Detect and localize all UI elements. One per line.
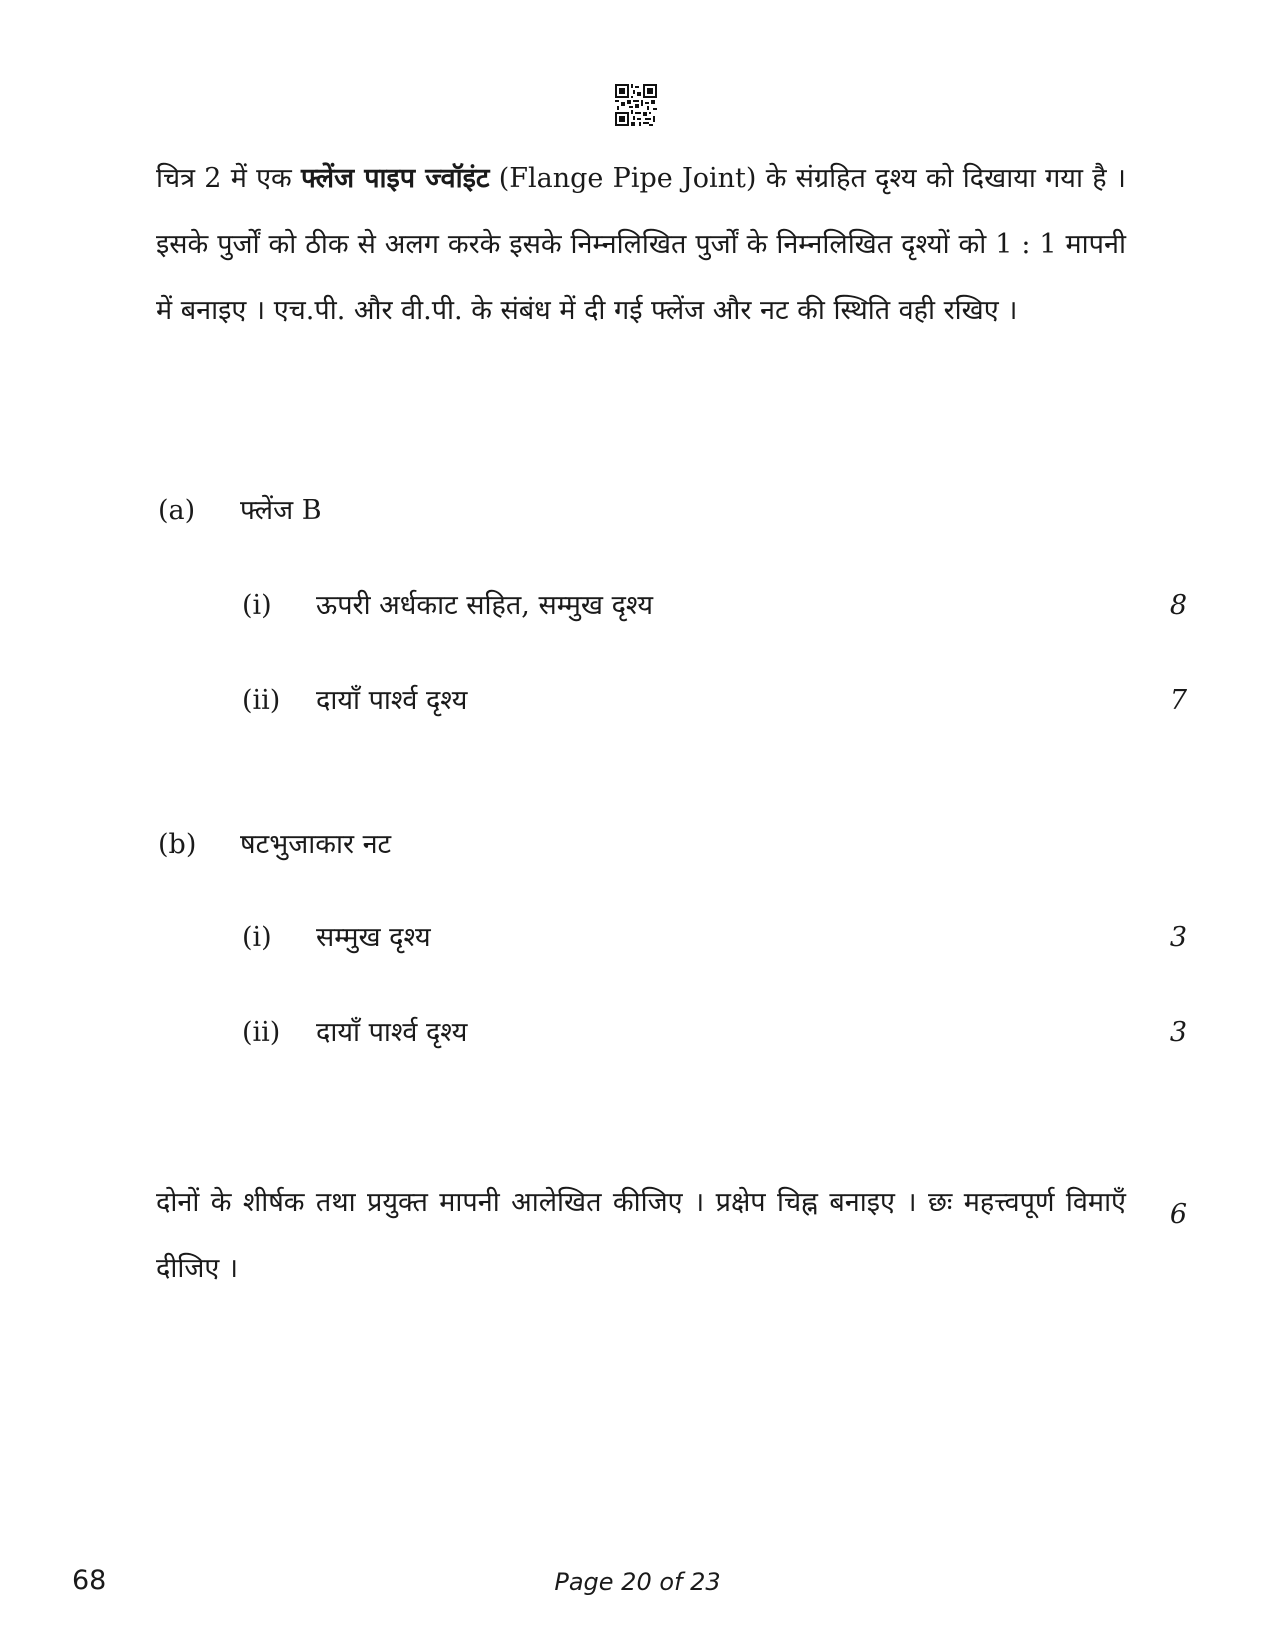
part-a-title: फ्लेंज B <box>240 495 322 526</box>
part-a-i-label: (i) <box>242 590 272 621</box>
closing-marks: 6 <box>1169 1199 1187 1230</box>
part-b-label: (b) <box>158 829 197 860</box>
intro-text-rest: (Flange Pipe Joint) के संग्रहित दृश्य को दिखाया गया है । इसके पुर्जों को ठीक से अलग करके इसके निम्नलिखित पुर्जों के निम्नलिखित दृश्यों को 1 : 1 मापनी में बनाइए । एच.पी. और वी.पी. के संबंध में दी गई फ्लेंज और नट की स्थिति वही रखिए । <box>156 163 1127 326</box>
part-b-ii-label: (ii) <box>242 1017 281 1048</box>
part-b-ii-marks: 3 <box>1169 1017 1187 1048</box>
part-a-i-text: ऊपरी अर्धकाट सहित, सम्मुख दृश्य <box>316 590 654 621</box>
page-number: Page 20 of 23 <box>554 1568 721 1596</box>
part-a-ii-marks: 7 <box>1169 685 1187 716</box>
intro-bold-term: फ्लेंज पाइप ज्वॉइंट <box>301 163 490 194</box>
closing-paragraph: दोनों के शीर्षक तथा प्रयुक्त मापनी आलेखित कीजिए । प्रक्षेप चिह्न बनाइए । छः महत्त्वपूर्ण विमाएँ दीजिए । <box>156 1187 1126 1284</box>
part-b-i-marks: 3 <box>1169 922 1187 953</box>
part-b-i-label: (i) <box>242 922 272 953</box>
part-b-ii-text: दायाँ पार्श्व दृश्य <box>316 1017 468 1048</box>
intro-paragraph <box>156 146 1126 344</box>
part-a-ii-text: दायाँ पार्श्व दृश्य <box>316 685 468 716</box>
paper-code: 68 <box>72 1565 107 1596</box>
part-b-title: षटभुजाकार नट <box>240 829 392 860</box>
part-a-ii-label: (ii) <box>242 685 281 716</box>
part-b-i-text: सम्मुख दृश्य <box>316 922 431 953</box>
intro-text-start: चित्र 2 में एक <box>156 163 302 194</box>
part-a-i-marks: 8 <box>1169 590 1187 621</box>
part-a-label: (a) <box>158 495 196 526</box>
qr-code-icon <box>615 84 657 126</box>
